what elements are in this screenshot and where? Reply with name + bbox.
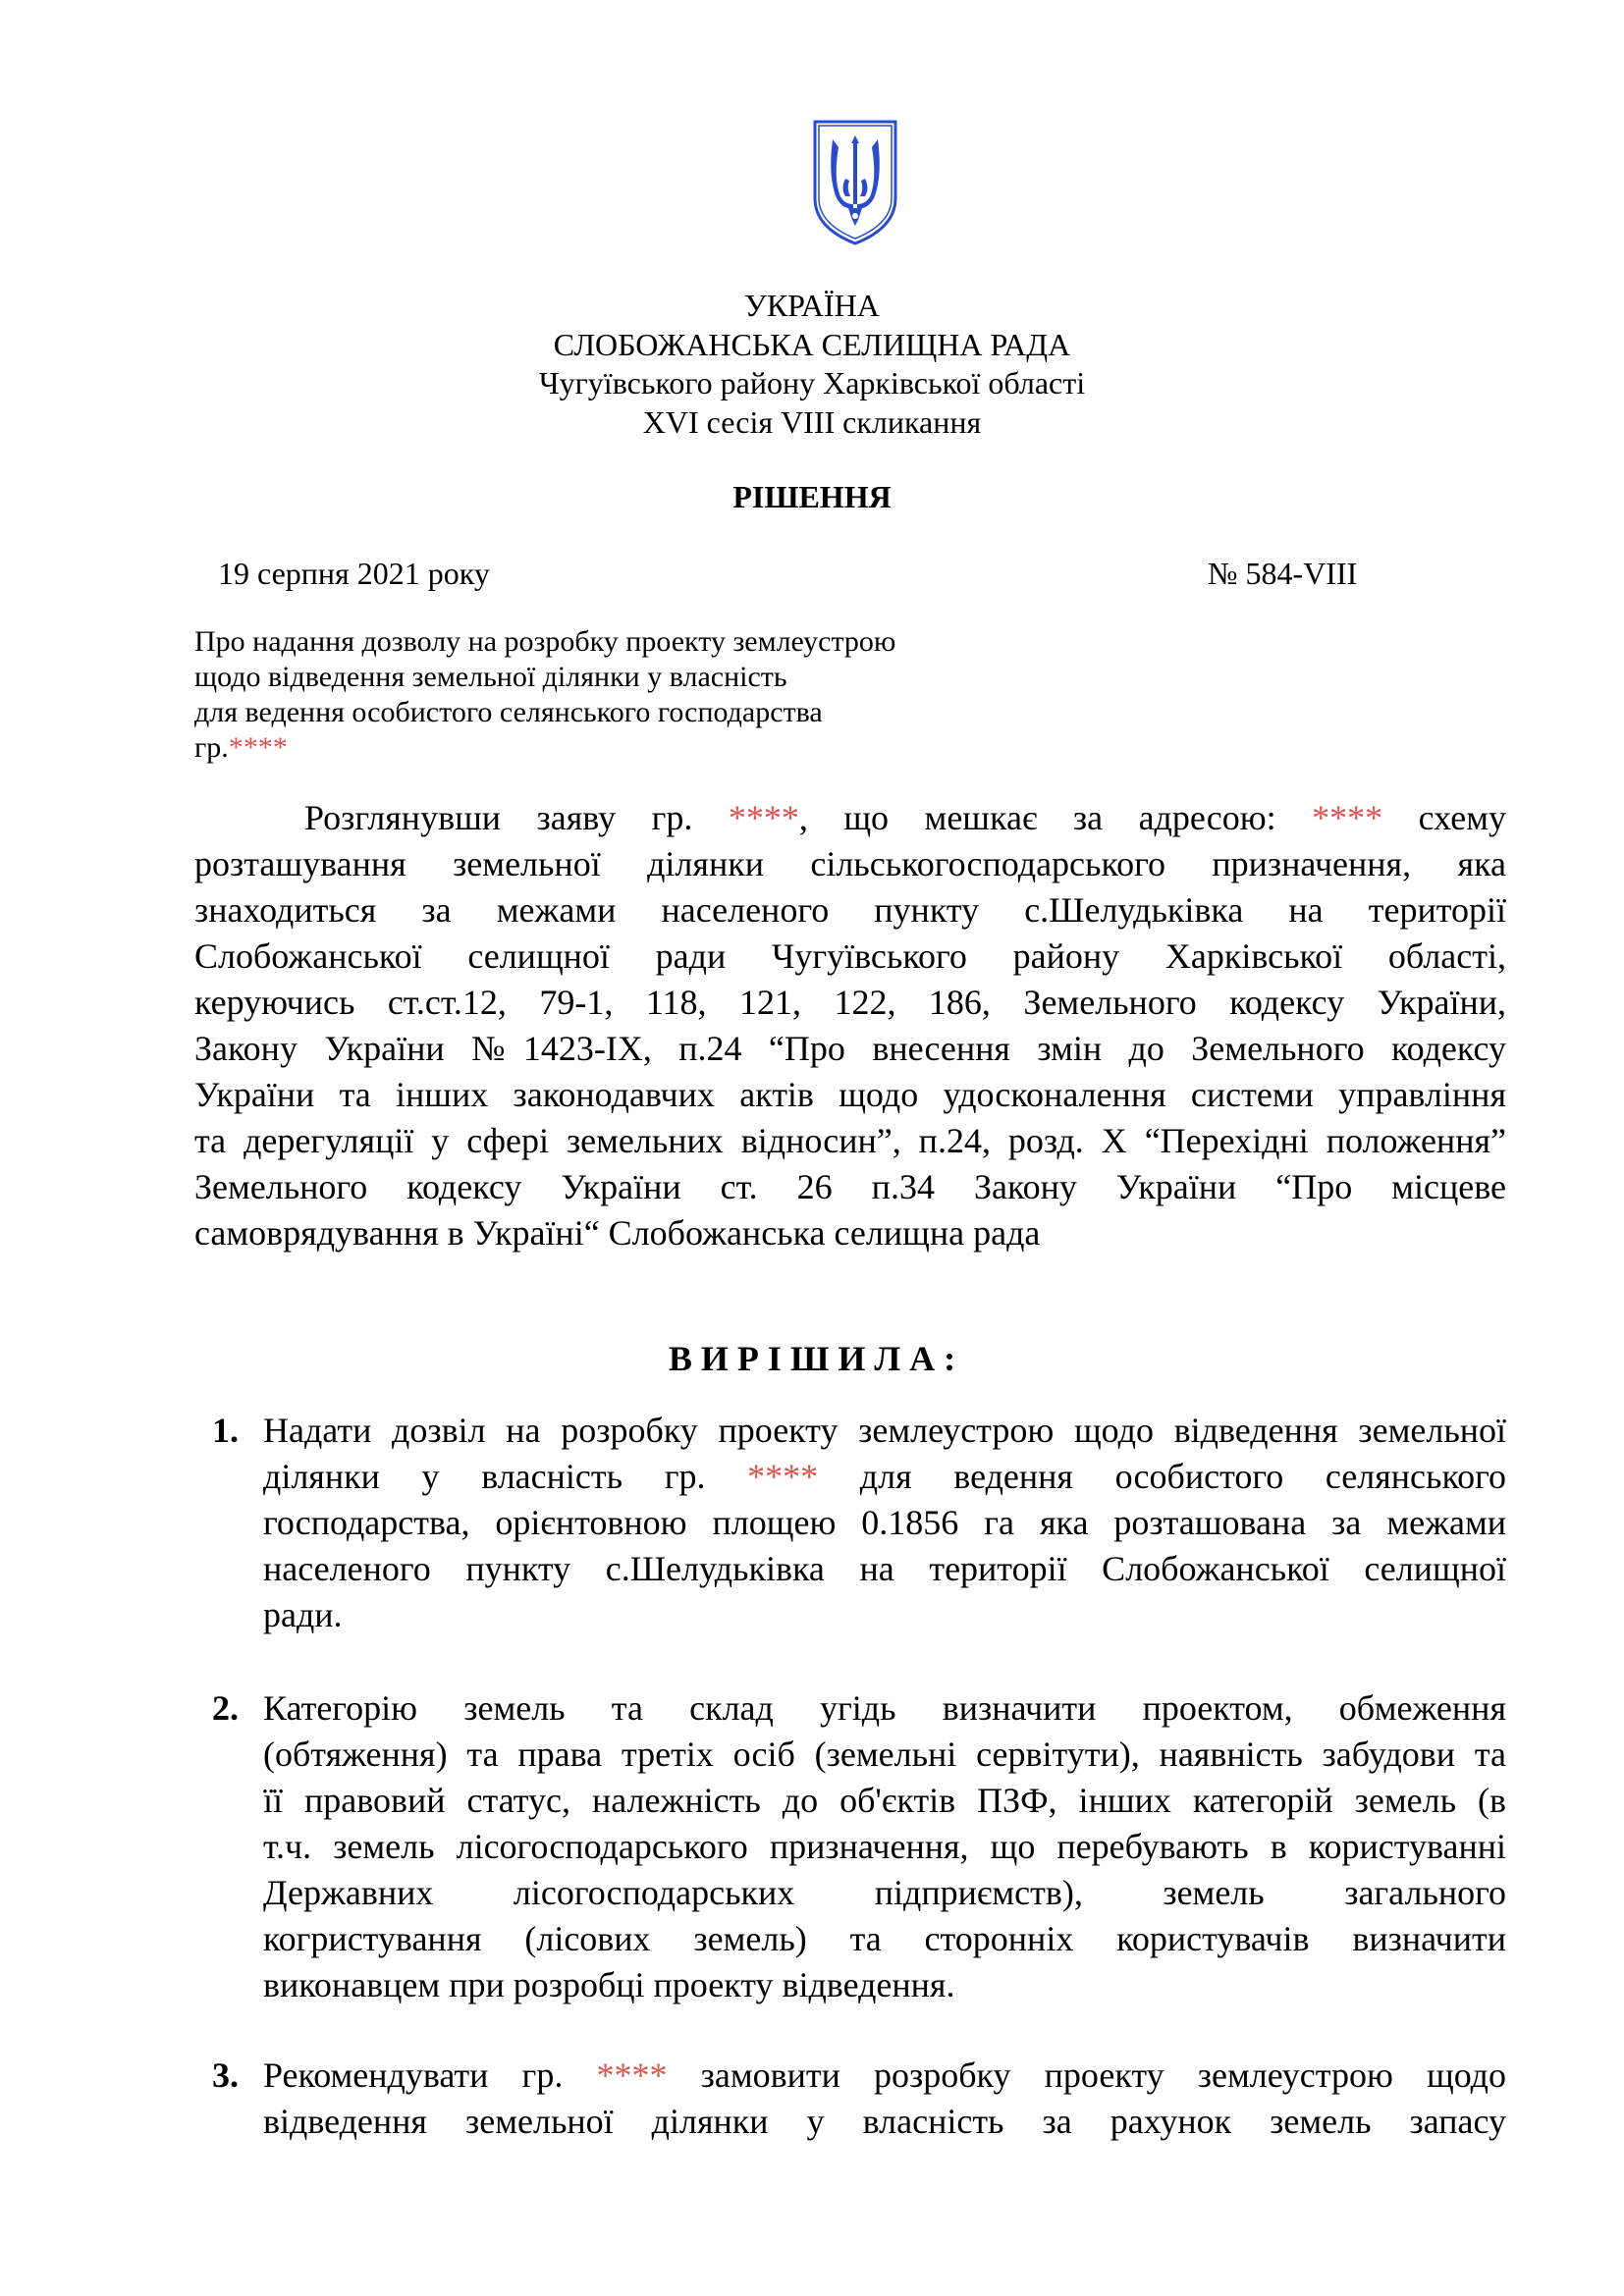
paragraph-line: Розглянувши заяву гр. ****, що мешкає за адресою: **** схему (304, 798, 1506, 837)
item-number: 3. (212, 2056, 239, 2095)
decision-date: 19 серпня 2021 року (218, 556, 490, 591)
paragraph-line: відведення земельної ділянки у власність за рахунок земель запасу (263, 2102, 1506, 2141)
redacted-name: **** (596, 2056, 668, 2095)
redacted-address: **** (1312, 798, 1383, 837)
subject-line: щодо відведення земельної ділянки у власність (194, 661, 787, 693)
preamble-paragraph (194, 795, 1506, 1256)
paragraph-line: розташування земельної ділянки сільськогосподарського призначення, яка (194, 844, 1506, 883)
header-session: XVI сесія VIII скликання (642, 404, 982, 440)
paragraph-line: України та інших законодавчих актів щодо удосконалення системи управління (194, 1075, 1506, 1114)
paragraph-line: ділянки у власність гр. **** для ведення особистого селянського (263, 1457, 1506, 1496)
paragraph-line: господарства, орієнтовною площею 0.1856 га яка розташована за межами (263, 1503, 1506, 1542)
paragraph-line: Категорію земель та склад угідь визначити проектом, обмеження (263, 1688, 1506, 1728)
redacted-name: **** (228, 731, 288, 764)
paragraph-line: її правовий статус, належність до об'єктів ПЗФ, інших категорій земель (в (263, 1781, 1506, 1820)
header-country: УКРАЇНА (744, 288, 880, 323)
paragraph-line: Земельного кодексу України ст. 26 п.34 Закону України “Про місцеве (194, 1167, 1506, 1206)
header-district: Чугуївського району Харківської області (538, 365, 1086, 400)
redacted-name: **** (728, 798, 799, 837)
paragraph-line: Надати дозвіл на розробку проекту землеустрою щодо відведення земельної (263, 1411, 1506, 1450)
paragraph-line: т.ч. земель лісогосподарського призначення, що перебувають в користуванні (263, 1827, 1506, 1866)
paragraph-line: населеного пункту с.Шелудьківка на території Слобожанської селищної (263, 1549, 1506, 1588)
subject-line (194, 730, 895, 766)
paragraph-line: (обтяження) та права третіх осіб (земельні сервітути), наявність забудови та (263, 1735, 1506, 1774)
paragraph-line: виконавцем при розробці проекту відведення. (263, 1965, 955, 2004)
paragraph-line: самоврядування в Україні“ Слобожанська селищна рада (194, 1213, 1041, 1253)
subject-block (194, 624, 895, 766)
decision-item-1 (263, 1408, 1506, 1638)
subject-line: для ведення особистого селянського господарства (194, 696, 823, 728)
paragraph-line: Слобожанської селищної ради Чугуївського району Харківської області, (194, 936, 1506, 976)
document-type-title: РІШЕННЯ (732, 479, 892, 514)
paragraph-line: керуючись ст.ст.12, 79-1, 118, 121, 122, 186, Земельного кодексу України, (194, 983, 1506, 1022)
subject-prefix: гр. (194, 731, 229, 764)
item-number: 1. (212, 1411, 239, 1450)
paragraph-line: Державних лісогосподарських підприємств), земель загального (263, 1873, 1506, 1912)
paragraph-line: та дерегуляції у сфері земельних відносин”, п.24, розд. Х “Перехідні положення” (194, 1121, 1506, 1160)
paragraph-line: знаходиться за межами населеного пункту с.Шелудьківка на території (194, 890, 1506, 930)
paragraph-line: ради. (263, 1595, 343, 1634)
decision-item-2 (263, 1685, 1506, 2008)
redacted-name: **** (747, 1457, 819, 1496)
item-number: 2. (212, 1688, 239, 1728)
subject-line: Про надання дозволу на розробку проекту землеустрою (194, 625, 896, 658)
paragraph-line: Закону України №1423-IX, п.24 “Про внесення змін до Земельного кодексу (194, 1029, 1506, 1068)
paragraph-line: когристування (лісових земель) та сторонніх користувачів визначити (263, 1919, 1506, 1958)
decision-item-3 (263, 2053, 1506, 2145)
decision-number: № 584-VIII (1208, 556, 1358, 591)
header-council: СЛОБОЖАНСЬКА СЕЛИЩНА РАДА (553, 327, 1071, 362)
coat-of-arms-icon (811, 118, 899, 247)
paragraph-line: Рекомендувати гр. **** замовити розробку проекту землеустрою щодо (263, 2056, 1506, 2095)
decided-heading: В И Р І Ш И Л А : (668, 1339, 956, 1378)
